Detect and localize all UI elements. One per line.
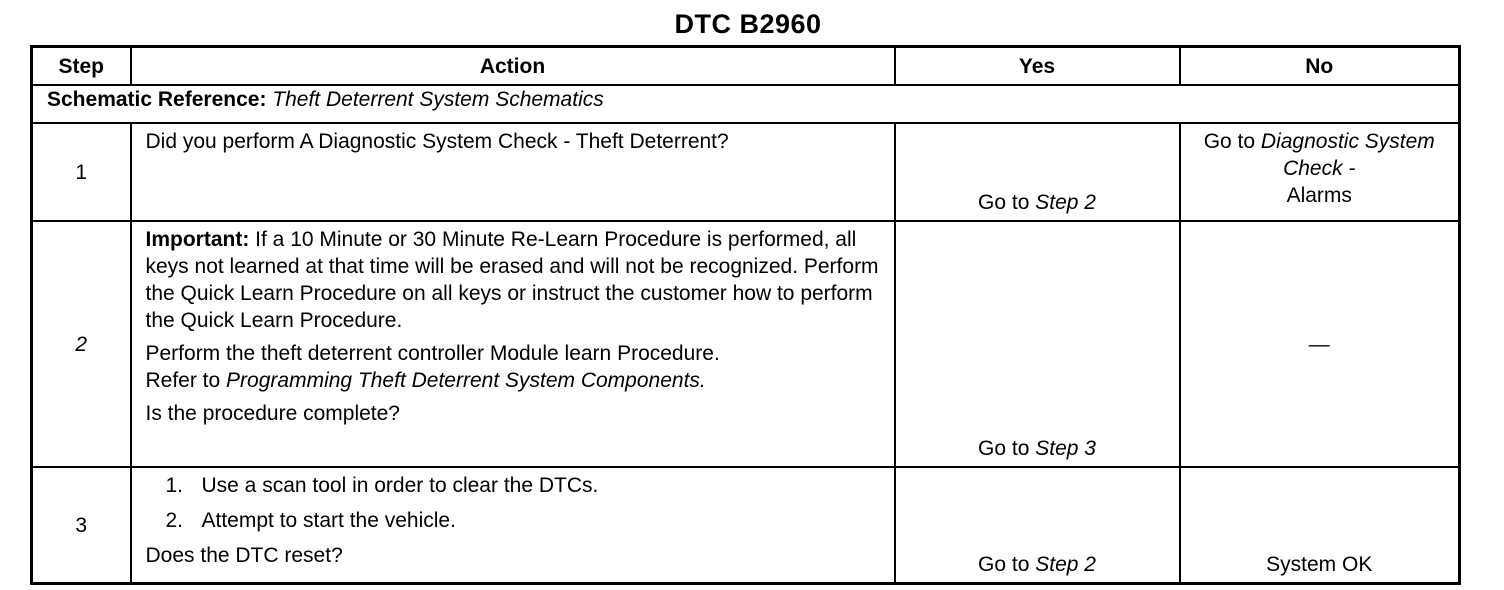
- yes-prefix: Go to: [978, 191, 1030, 214]
- programming-link[interactable]: Programming Theft Deterrent System Components.: [226, 369, 706, 392]
- table-row: [32, 221, 1460, 467]
- header-no: No: [1180, 47, 1460, 86]
- list-item: [166, 507, 880, 534]
- substep-text: Attempt to start the vehicle.: [201, 509, 456, 532]
- header-row: [32, 47, 1460, 86]
- step-number: 1: [32, 123, 131, 221]
- no-result: [1180, 221, 1460, 467]
- no-dash: —: [1308, 332, 1330, 356]
- perform-instruction: [146, 340, 880, 394]
- table-row: [32, 123, 1460, 221]
- substep-number: 2.: [165, 509, 184, 532]
- important-label: Important:: [145, 228, 250, 251]
- page-title: DTC B2960: [674, 9, 822, 39]
- yes-step-link[interactable]: Step 2: [1035, 191, 1096, 214]
- refer-prefix: Refer to: [145, 369, 221, 392]
- step-number-text: 2: [75, 332, 88, 356]
- schematic-link[interactable]: Theft Deterrent System Schematics: [272, 88, 604, 111]
- schematic-reference: [32, 85, 1460, 123]
- no-diagnostic-link[interactable]: Diagnostic System Check -: [1260, 130, 1435, 180]
- yes-prefix: Go to: [978, 553, 1030, 576]
- dtc-table: [30, 45, 1461, 585]
- yes-prefix: Go to: [978, 437, 1030, 460]
- yes-step-link[interactable]: Step 3: [1035, 437, 1096, 460]
- action-text: Did you perform A Diagnostic System Check - Theft Deterrent?: [131, 123, 895, 221]
- substep-text: Use a scan tool in order to clear the DTCs.: [201, 474, 599, 497]
- no-result: [1180, 123, 1460, 221]
- important-text: If a 10 Minute or 30 Minute Re-Learn Procedure is performed, all keys not learned at that time will be erased and will not be recognized. Perform the Quick Learn Procedure on all keys or instruct the customer how to perform the Quick Learn Procedure.: [145, 228, 879, 332]
- schematic-label: Schematic Reference:: [47, 88, 267, 111]
- question: Is the procedure complete?: [145, 402, 400, 425]
- list-item: [166, 472, 880, 499]
- header-action: Action: [131, 47, 895, 86]
- header-yes: Yes: [895, 47, 1180, 86]
- yes-step-link[interactable]: Step 2: [1035, 553, 1096, 576]
- perform-text: Perform the theft deterrent controller Module learn Procedure.: [145, 342, 720, 365]
- substep-number: 1.: [165, 474, 184, 497]
- step-number: [32, 221, 131, 467]
- no-result: System OK: [1180, 467, 1460, 584]
- no-prefix: Go to: [1203, 130, 1256, 153]
- substep-list: [146, 472, 880, 534]
- schematic-reference-row: [32, 85, 1460, 123]
- table-row: [32, 467, 1460, 584]
- yes-result: [895, 467, 1180, 584]
- action-text: [131, 221, 895, 467]
- header-step: Step: [32, 47, 131, 86]
- no-suffix: Alarms: [1286, 184, 1352, 207]
- yes-result: [895, 221, 1180, 467]
- step-number: 3: [32, 467, 131, 584]
- action-text: [131, 467, 895, 584]
- important-note: [146, 226, 880, 334]
- question: Does the DTC reset?: [145, 544, 343, 567]
- yes-result: [895, 123, 1180, 221]
